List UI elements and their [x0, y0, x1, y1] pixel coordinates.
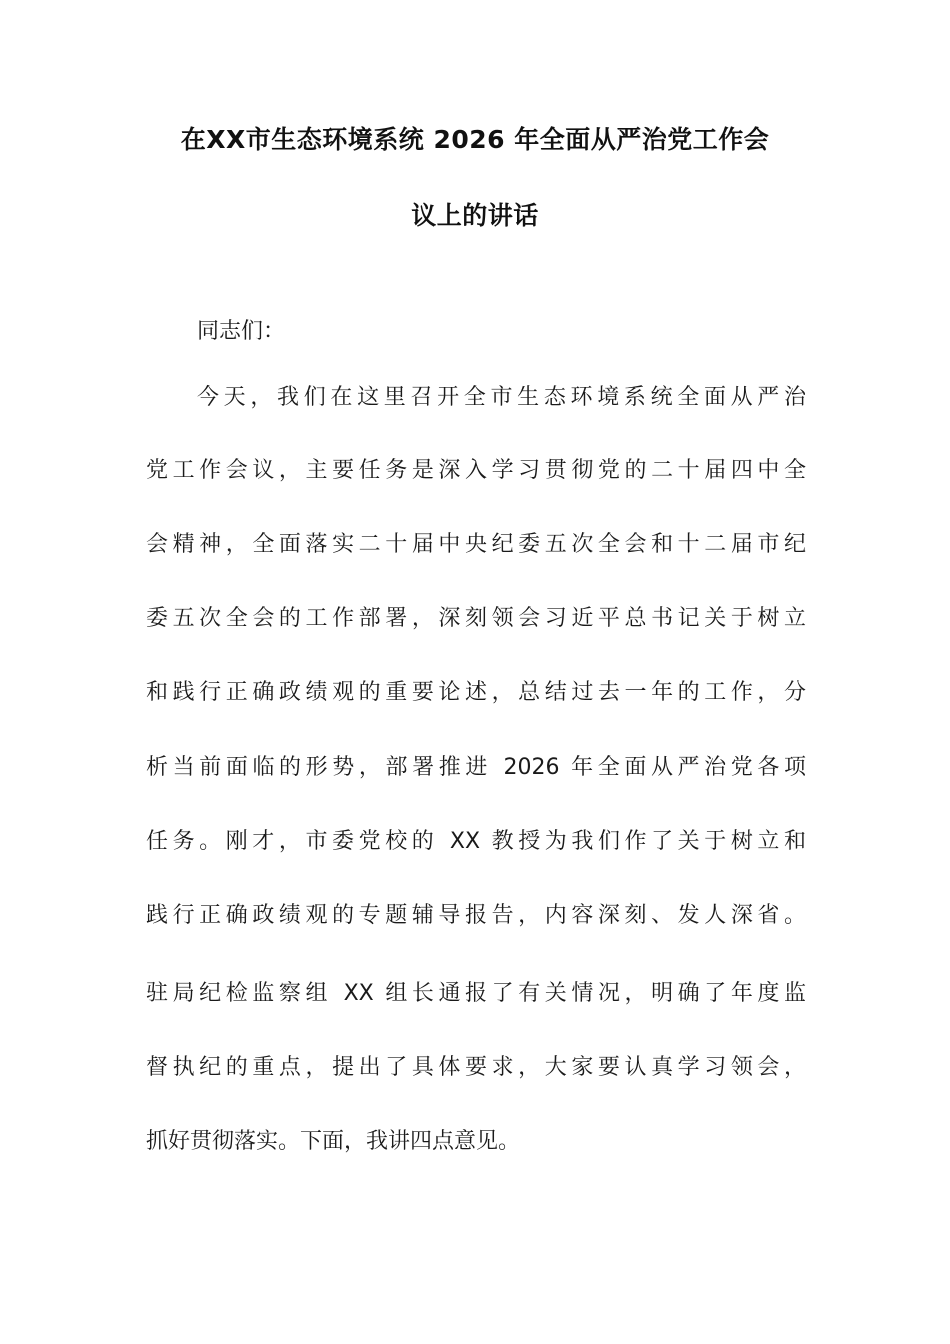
document-title-line-1: 在XX市生态环境系统 2026 年全面从严治党工作会	[180, 125, 770, 154]
body-line: 和践行正确政绩观的重要论述，总结过去一年的工作，分	[146, 680, 806, 705]
body-line: 会精神，全面落实二十届中央纪委五次全会和十二届市纪	[146, 532, 806, 557]
body-line: 任务。刚才，市委党校的 XX 教授为我们作了关于树立和	[146, 829, 806, 854]
body-line: 今天，我们在这里召开全市生态环境系统全面从严治	[197, 385, 806, 410]
body-line: 抓好贯彻落实。下面，我讲四点意见。	[146, 1129, 521, 1154]
body-line: 委五次全会的工作部署，深刻领会习近平总书记关于树立	[146, 606, 806, 631]
body-line: 析当前面临的形势，部署推进 2026 年全面从严治党各项	[146, 755, 806, 780]
body-line: 践行正确政绩观的专题辅导报告，内容深刻、发人深省。	[146, 903, 806, 928]
salutation: 同志们：	[197, 319, 286, 344]
body-line: 督执纪的重点，提出了具体要求，大家要认真学习领会，	[146, 1055, 806, 1080]
body-line: 党工作会议，主要任务是深入学习贯彻党的二十届四中全	[146, 458, 806, 483]
body-line: 驻局纪检监察组 XX 组长通报了有关情况，明确了年度监	[146, 981, 806, 1006]
document-title-line-2: 议上的讲话	[411, 201, 539, 230]
